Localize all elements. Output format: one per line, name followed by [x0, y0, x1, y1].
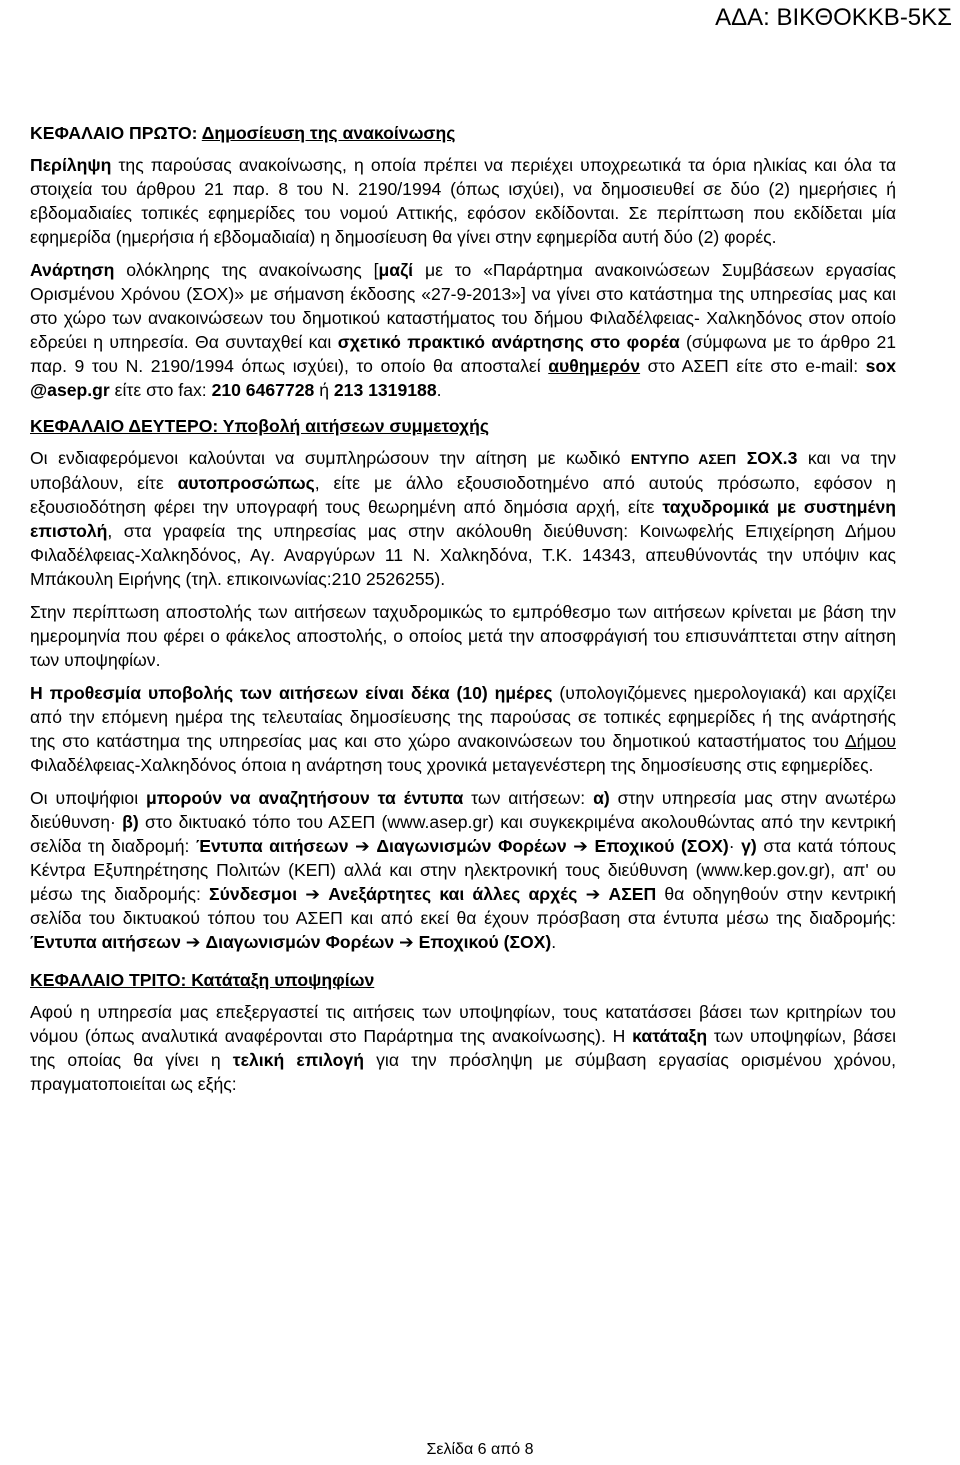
arrow-right-icon: ➔	[585, 884, 601, 904]
chapter2-paragraph3: Η προθεσμία υποβολής των αιτήσεων είναι δέκα (10) ημέρες (υπολογιζόμενες ημερολογιακά) και αρχίζει από την επόμενη ημέρα της τελευταίας δημοσίευσης της παρούσας σε τοπικές εφημερίδες ή της ανάρτησής της στο κατάστημα της υπηρεσίας μας και στο χώρο ανακοινώσεων του δημοτικού καταστήματος του Δήμου Φιλαδέλφειας-Χαλκηδόνος όποια η ανάρτηση τους χρονικά μεταγενέστερη της δημοσίευσης στις εφημερίδες.	[30, 683, 896, 775]
chapter2-paragraph4: Οι υποψήφιοι μπορούν να αναζητήσουν τα έντυπα των αιτήσεων: α) στην υπηρεσία μας στην ανωτέρω διεύθυνση· β) στο δικτυακό τόπο του ΑΣΕΠ (www.asep.gr) και συγκεκριμένα ακολουθώντας από την κεντρική σελίδα τη διαδρομή: Έντυπα αιτήσεων ➔ Διαγωνισμών Φορέων ➔ Εποχικού (ΣΟΧ)· γ) στα κατά τόπους Κέντρα Εξυπηρέτησης Πολιτών (ΚΕΠ) αλλά και στην ηλεκτρονική τους διεύθυνση (www.kep.gov.gr), απ' ου μέσω της διαδρομής: Σύνδεσμοι ➔ Ανεξάρτητες και άλλες αρχές ➔ ΑΣΕΠ θα οδηγηθούν στην κεντρική σελίδα του δικτυακού τόπου του ΑΣΕΠ και από εκεί θα έχουν πρόσβαση στα έντυπα μέσω της διαδρομής: Έντυπα αιτήσεων ➔ Διαγωνισμών Φορέων ➔ Εποχικού (ΣΟΧ).	[30, 788, 897, 952]
chapter1-title: ΚΕΦΑΛΑΙΟ ΠΡΩΤΟ: Δημοσίευση της ανακοίνωσης	[30, 123, 456, 143]
ada-code: ΑΔΑ: ΒΙΚΘΟΚΚΒ-5ΚΣ	[715, 4, 952, 31]
chapter2-paragraph2: Στην περίπτωση αποστολής των αιτήσεων ταχυδρομικώς το εμπρόθεσμο των αιτήσεων κρίνεται με βάση την ημερομηνία που φέρει ο φάκελος αποστολής, ο οποίος μετά την αποσφράγισή του επισυνάπτεται στην αίτηση των υποψηφίων.	[30, 602, 896, 670]
arrow-right-icon: ➔	[305, 884, 321, 904]
document-body	[30, 121, 896, 1105]
chapter1-paragraph2: Ανάρτηση ολόκληρης της ανακοίνωσης [μαζί με το «Παράρτημα ανακοινώσεων Συμβάσεων εργασίας Ορισμένου Χρόνου (ΣΟΧ)» με σήμανση έκδοσης «27-9-2013»] να γίνει στο κατάστημα της υπηρεσίας μας και στο χώρο των ανακοινώσεων του δημοτικού καταστήματος του δήμου Φιλαδέλφειας- Χαλκηδόνος στον οποίο εδρεύει η υπηρεσία. Θα συνταχθεί και σχετικό πρακτικό ανάρτησης στο φορέα (σύμφωνα με το άρθρο 21 παρ. 9 του Ν. 2190/1994 όπως ισχύει), το οποίο θα αποσταλεί αυθημερόν στο ΑΣΕΠ είτε στο e-mail: sox @asep.gr είτε στο fax: 210 6467728 ή 213 1319188.	[30, 260, 897, 400]
chapter2-title: ΚΕΦΑΛΑΙΟ ΔΕΥΤΕΡΟ: Υποβολή αιτήσεων συμμετοχής	[30, 416, 490, 436]
arrow-right-icon: ➔	[399, 932, 414, 952]
chapter3-title: ΚΕΦΑΛΑΙΟ ΤΡΙΤΟ: Κατάταξη υποψηφίων	[30, 970, 375, 990]
arrow-right-icon: ➔	[185, 932, 201, 952]
arrow-right-icon: ➔	[573, 836, 588, 856]
chapter3-paragraph1: Αφού η υπηρεσία μας επεξεργαστεί τις αιτήσεις των υποψηφίων, τους κατατάσσει βάσει των κριτηρίων του νόμου (όπως αναλυτικά αναφέρονται στο Παράρτημα της ανακοίνωσης). Η κατάταξη των υποψηφίων, βάσει της οποίας θα γίνει η τελική επιλογή για την πρόσληψη με σύμβαση εργασίας ορισμένου χρόνου, πραγματοποιείται ως εξής:	[30, 1002, 896, 1094]
arrow-right-icon: ➔	[355, 836, 370, 856]
chapter1-paragraph1: Περίληψη της παρούσας ανακοίνωσης, η οποία πρέπει να περιέχει υποχρεωτικά τα όρια ηλικίας και όλα τα στοιχεία του άρθρου 21 παρ. 8 του Ν. 2190/1994 (όπως ισχύει), να δημοσιευθεί σε δύο (2) ημερήσιες ή εβδομαδιαίες τοπικές εφημερίδες του νομού Αττικής, εφόσον εκδίδονται. Σε περίπτωση που εκδίδεται μία εφημερίδα (ημερήσια ή εβδομαδιαία) η δημοσίευση θα γίνει στην εφημερίδα αυτή δύο (2) φορές.	[30, 155, 896, 247]
chapter2-paragraph1: Οι ενδιαφερόμενοι καλούνται να συμπληρώσουν την αίτηση με κωδικό ΕΝΤΥΠΟ ΑΣΕΠ ΣΟΧ.3 και να την υποβάλουν, είτε αυτοπροσώπως, είτε με άλλο εξουσιοδοτημένο από αυτούς πρόσωπο, εφόσον η εξουσιοδότηση φέρει την υπογραφή τους θεωρημένη από δημόσια αρχή, είτε ταχυδρομικά με συστημένη επιστολή, στα γραφεία της υπηρεσίας μας στην ακόλουθη διεύθυνση: Κοινωφελής Επιχείρηση Δήμου Φιλαδέλφειας-Χαλκηδόνος, Αγ. Αναργύρων 11 Ν. Χαλκηδόνα, Τ.Κ. 14343, απευθύνοντάς την υπόψιν κας Μπάκουλη Ειρήνης (τηλ. επικοινωνίας:210 2526255).	[30, 448, 897, 589]
page-number: Σελίδα 6 από 8	[426, 1441, 534, 1458]
